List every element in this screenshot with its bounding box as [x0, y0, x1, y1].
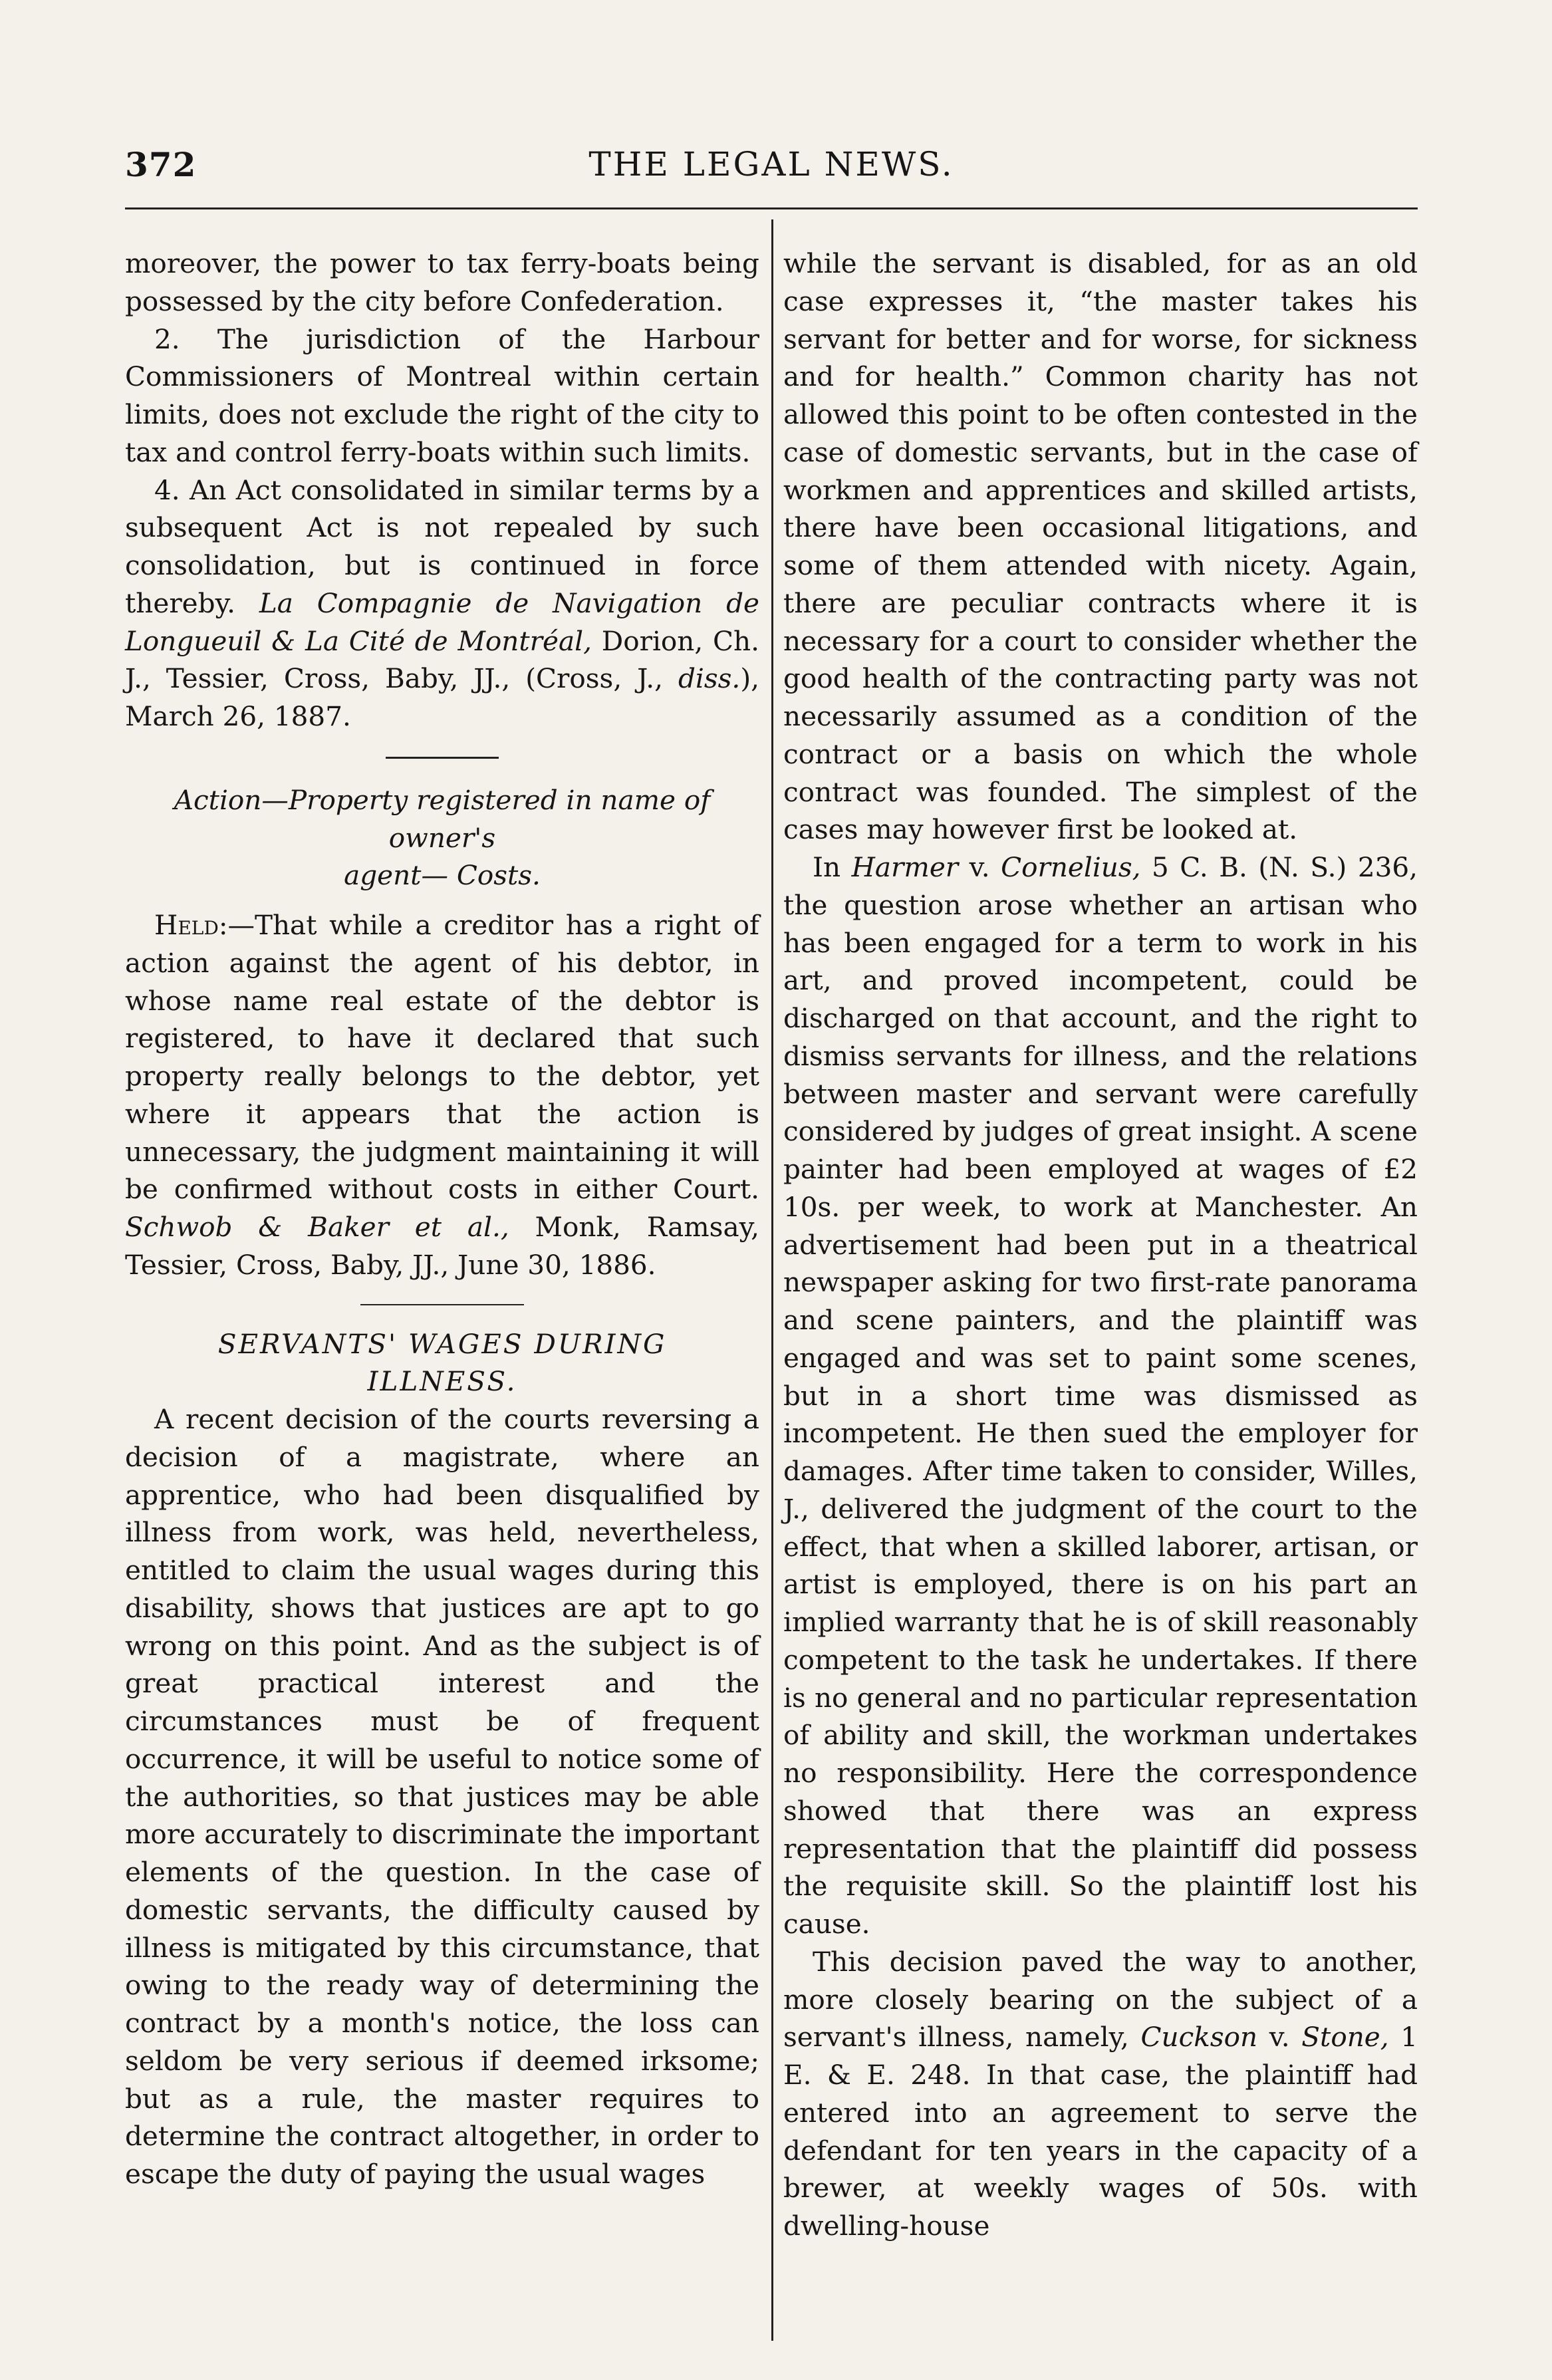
text-fragment: This decision paved the way to another, more closely bearing on the subject of a servant's illness, namely, [783, 1945, 1418, 2053]
case-heading [125, 781, 759, 894]
case-name: Cornelius, [1001, 851, 1141, 883]
article-title [125, 1325, 759, 1401]
case-name: Cuckson [1140, 2021, 1258, 2053]
case-name: La Compagnie de Navigation de Longueuil & La Cité de Montréal, [125, 587, 760, 657]
section-rule [386, 757, 499, 759]
article-paragraph: A recent decision of the courts reversing a decision of a magistrate, where an apprentice, who had been disqualified by illness from work, was held, nevertheless, entitled to claim the usual wages during this disability, shows that justices are apt to go wrong on this point. And as the subject is of great practical interest and the circumstances must be of frequent occurrence, it will be useful to notice some of the authorities, so that justices may be able more accurately to discriminate the important elements of the question. In the case of domestic servants, the difficulty caused by illness is mitigated by this circumstance, that owing to the ready way of determining the contract by a month's notice, the loss can seldom be very serious if deemed irksome; but as a rule, the master requires to determine the contract altogether, in order to escape the duty of paying the usual wages [125, 1403, 759, 2190]
holding-text: 4. An Act consolidated in similar terms by a subsequent Act is not repealed by such consolidation, but is continued in force thereby. [125, 473, 759, 619]
article-title-line-2: ILLNESS. [367, 1365, 517, 1398]
article-title-line-1: SERVANTS' WAGES DURING [217, 1327, 667, 1360]
page-header [125, 145, 1418, 198]
spacer [125, 894, 759, 906]
text-fragment: 5 C. B. (N. S.) 236, the question arose whether an artisan who has been engaged for a term to work in his art, and proved incompetent, could be discharged on that account, and the right to dismiss servants for illness, and the relations between master and servant were carefully considered by judges of great insight. A scene painter had been employed at wages of £2 10s. per week, to work at Manchester. An advertisement had been put in a theatrical newspaper asking for two first-rate panorama and scene painters, and the plaintiff was engaged and was set to paint some scenes, but in a short time was dismissed as incompetent. He then sued the employer for damages. After time taken to consider, Willes, J., delivered the judgment of the court to the effect, that when a skilled laborer, artisan, or artist is employed, there is on his part an implied warranty that he is of skill reasonably competent to the task he undertakes. If there is no general and no particular representation of ability and skill, the workman undertakes no responsibility. Here the correspondence showed that there was an express representation that the plaintiff did possess the requisite skill. So the plaintiff lost his cause. [783, 851, 1418, 1940]
column-divider [771, 219, 773, 2341]
case-heading-line-2: agent— Costs. [344, 859, 541, 892]
judges: Monk, Ramsay, Tessier, Cross, Baby, JJ., June 30, 1886. [125, 1211, 759, 1281]
held-text: :—That while a creditor has a right of action against the agent of his debtor, in whose name real estate of the debtor is registered, to have it declared that such property really belongs to the debtor, yet where it appears that the action is unnecessary, the judgment maintaining it will be confirmed without costs in either Court. [125, 909, 759, 1206]
article-paragraph [783, 849, 1418, 1943]
right-column [783, 245, 1418, 2245]
text-fragment: In [813, 851, 841, 883]
case-name: Harmer [851, 851, 959, 883]
versus: v. [969, 851, 990, 883]
held-label: Held [154, 909, 219, 941]
case-heading-line-1: Action—Property registered in name of owner's [174, 783, 711, 854]
paragraph-continuation: moreover, the power to tax ferry-boats being possessed by the city before Confederation. [125, 247, 759, 317]
left-column [125, 245, 759, 2193]
dissent-note: diss. [678, 662, 741, 695]
section-rule [360, 1304, 524, 1305]
versus: v. [1269, 2021, 1290, 2053]
case-name: Schwob & Baker et al., [125, 1211, 509, 1243]
held-paragraph [125, 906, 759, 1284]
header-rule [125, 207, 1418, 209]
holding-point-4 [125, 471, 759, 735]
article-paragraph [783, 1943, 1418, 2245]
judges: Dorion, Ch. J., Tessier, Cross, Baby, JJ., (Cross, J., [125, 624, 759, 695]
date: ), March 26, 1887. [125, 662, 759, 732]
article-paragraph-continuation: while the servant is disabled, for as an old case expresses it, “the master takes his servant for better and for worse, for sickness and for health.” Common charity has not allowed this point to be often contested in the case of domestic servants, but in the case of workmen and apprentices and skilled artists, there have been occasional litigations, and some of them attended with nicety. Again, there are peculiar contracts where it is necessary for a court to consider whether the good health of the contracting party was not necessarily assumed as a condition of the contract or a basis on which the whole contract was founded. The simplest of the cases may however first be looked at. [783, 247, 1418, 846]
holding-point-2: 2. The jurisdiction of the Harbour Commissioners of Montreal within certain limits, does not exclude the right of the city to tax and control ferry-boats within such limits. [125, 323, 759, 468]
page-number: 372 [125, 145, 197, 184]
running-title: THE LEGAL NEWS. [588, 145, 954, 184]
case-name: Stone, [1301, 2021, 1389, 2053]
text-fragment: 1 E. & E. 248. In that case, the plaintiff had entered into an agreement to serve the defendant for ten years in the capacity of a brewer, at weekly wages of 50s. with dwelling-house [783, 2021, 1418, 2242]
